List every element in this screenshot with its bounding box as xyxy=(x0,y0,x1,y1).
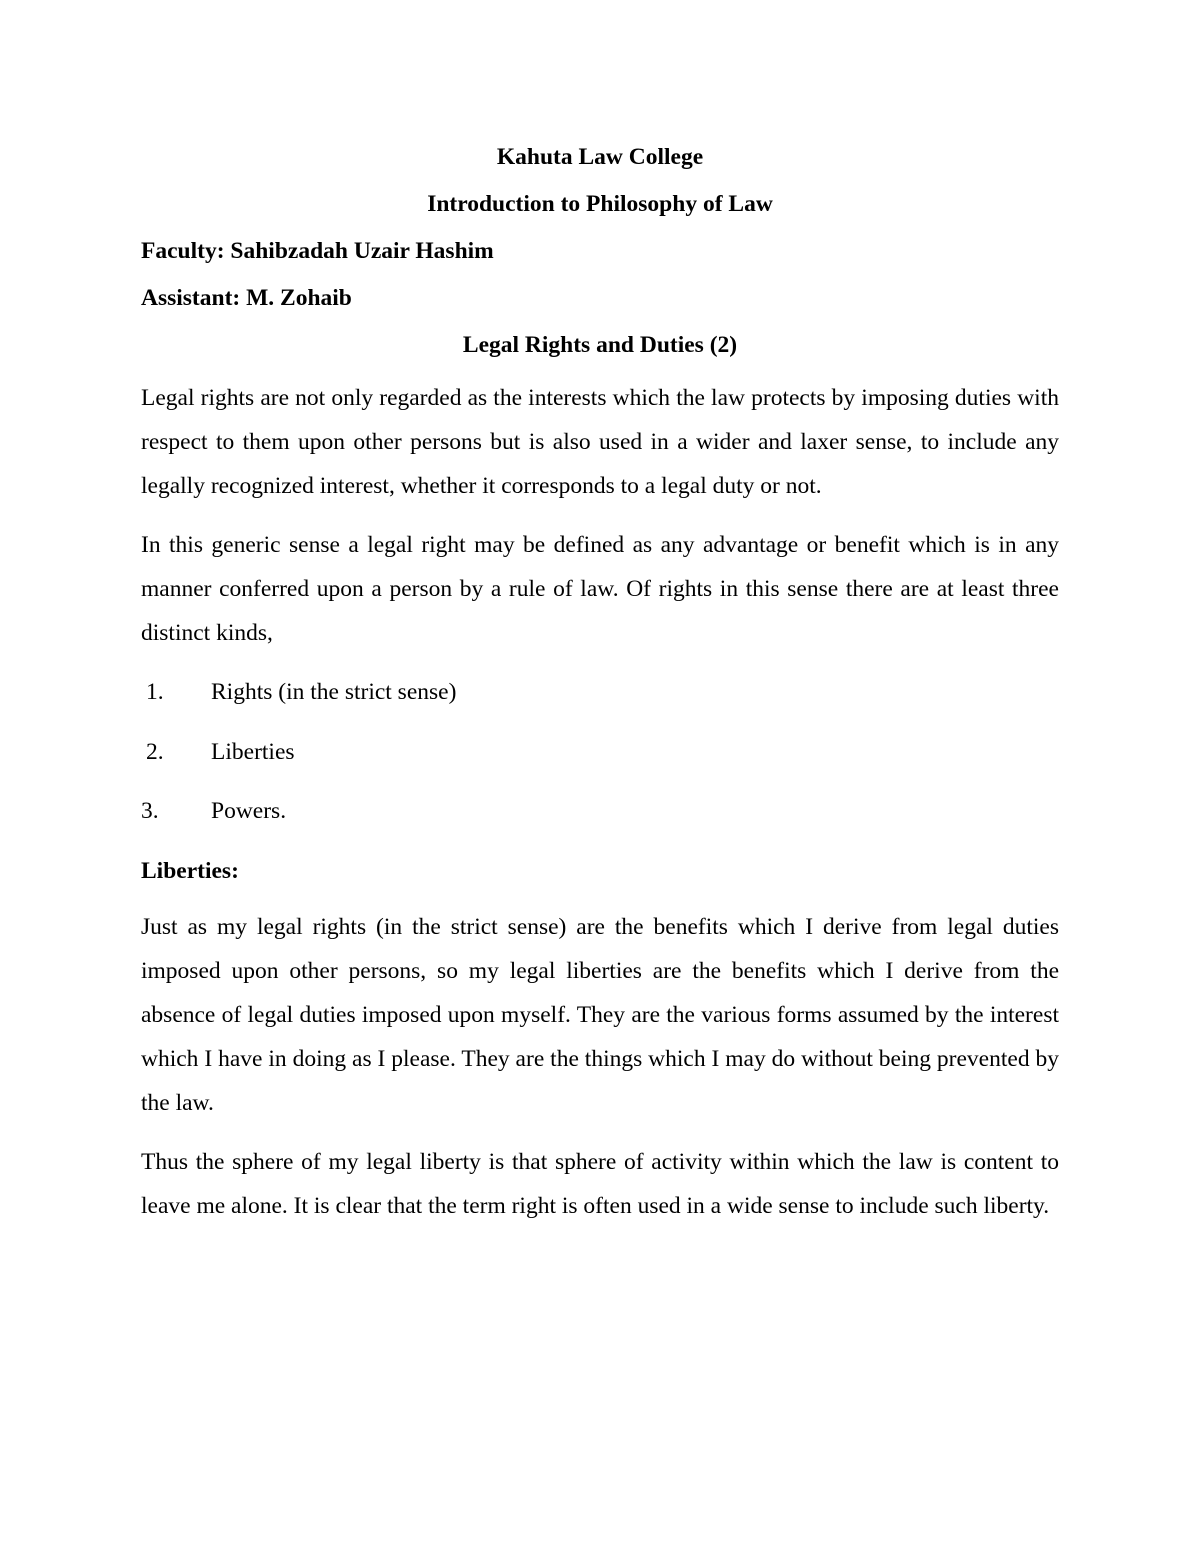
paragraph-2: In this generic sense a legal right may be defined as any advantage or benefit which is in any manner conferred upon a person by a rule of law. Of rights in this sense there are at least three distinct kinds, xyxy=(141,532,1059,646)
list-item xyxy=(141,730,1059,774)
course-title: Introduction to Philosophy of Law xyxy=(427,191,773,217)
list-item-text: Powers. xyxy=(211,798,287,824)
document-page xyxy=(141,138,1059,1243)
paragraph-4: Thus the sphere of my legal liberty is that sphere of activity within which the law is content to leave me alone. It is clear that the term right is often used in a wide sense to include such liberty. xyxy=(141,1149,1059,1219)
list-item-number: 3. xyxy=(141,798,159,824)
paragraph-1: Legal rights are not only regarded as the interests which the law protects by imposing duties with respect to them upon other persons but is also used in a wider and laxer sense, to include any legally recognized interest, whether it corresponds to a legal duty or not. xyxy=(141,385,1059,499)
faculty-line: Faculty: Sahibzadah Uzair Hashim xyxy=(141,238,494,264)
liberties-heading: Liberties: xyxy=(141,858,239,884)
college-name: Kahuta Law College xyxy=(496,144,704,170)
list-item-text: Liberties xyxy=(211,738,295,765)
kinds-of-rights-list xyxy=(141,670,1059,833)
assistant-line: Assistant: M. Zohaib xyxy=(141,285,352,311)
paragraph-3: Just as my legal rights (in the strict sense) are the benefits which I derive from legal duties imposed upon other persons, so my legal liberties are the benefits which I derive from the absence of legal duties imposed upon myself. They are the various forms assumed by the interest which I have in doing as I please. They are the things which I may do without being prevented by the law. xyxy=(141,914,1059,1116)
list-item-number: 2. xyxy=(146,738,164,765)
lecture-title: Legal Rights and Duties (2) xyxy=(462,332,738,358)
list-item xyxy=(141,789,1059,833)
list-item-number: 1. xyxy=(146,679,164,705)
list-item-text: Rights (in the strict sense) xyxy=(211,679,457,705)
list-item xyxy=(141,670,1059,714)
